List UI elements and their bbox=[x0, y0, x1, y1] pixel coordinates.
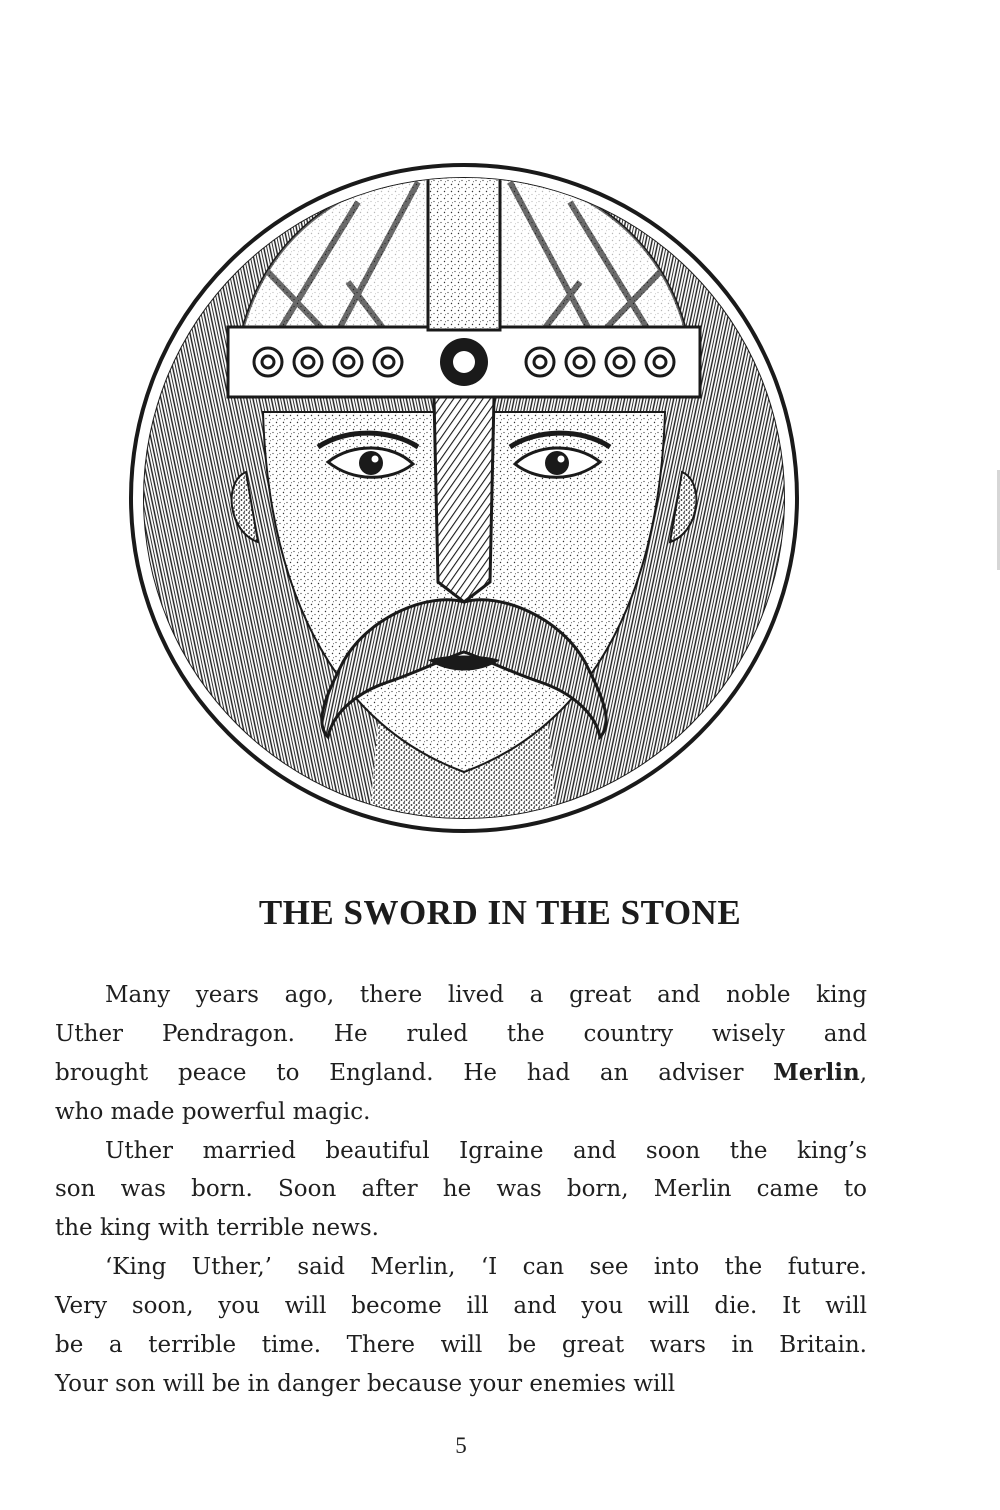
line-text: , bbox=[859, 1059, 867, 1086]
line-text: Your son will be in danger because your enemies will bbox=[55, 1370, 676, 1397]
line-text: Uther married beautiful Igraine and soon the king’s bbox=[105, 1137, 867, 1164]
line-text: brought peace to England. He had an adviser bbox=[55, 1059, 774, 1086]
story-text bbox=[55, 976, 867, 1404]
paragraph-line bbox=[55, 1326, 867, 1365]
paragraph-line bbox=[55, 1093, 867, 1132]
warrior-portrait-illustration bbox=[128, 162, 800, 834]
line-text: the king with terrible news. bbox=[55, 1215, 379, 1242]
line-text: Uther Pendragon. He ruled the country wisely and bbox=[55, 1020, 867, 1047]
paragraph-line bbox=[55, 1365, 867, 1404]
paragraph-line bbox=[55, 1054, 867, 1093]
paragraph-line bbox=[55, 1015, 867, 1054]
line-text: ‘King Uther,’ said Merlin, ‘I can see into the future. bbox=[105, 1254, 867, 1281]
paragraph-line bbox=[55, 1287, 867, 1326]
line-text: Many years ago, there lived a great and noble king bbox=[105, 982, 867, 1008]
paragraph-line bbox=[55, 1170, 867, 1209]
line-text: who made powerful magic. bbox=[55, 1098, 371, 1125]
line-text: be a terrible time. There will be great wars in Britain. bbox=[55, 1332, 867, 1359]
line-text: Very soon, you will become ill and you will die. It will bbox=[55, 1293, 867, 1320]
paragraph-line bbox=[55, 1209, 867, 1248]
bold-name: Merlin bbox=[773, 1058, 860, 1086]
paragraph-line bbox=[55, 976, 867, 1015]
paragraph-line bbox=[55, 1248, 867, 1287]
paragraph-line bbox=[55, 1132, 867, 1171]
line-text: son was born. Soon after he was born, Merlin came to bbox=[55, 1176, 867, 1203]
page-number: 5 bbox=[455, 1433, 467, 1458]
page-title: THE SWORD IN THE STONE bbox=[258, 893, 742, 932]
